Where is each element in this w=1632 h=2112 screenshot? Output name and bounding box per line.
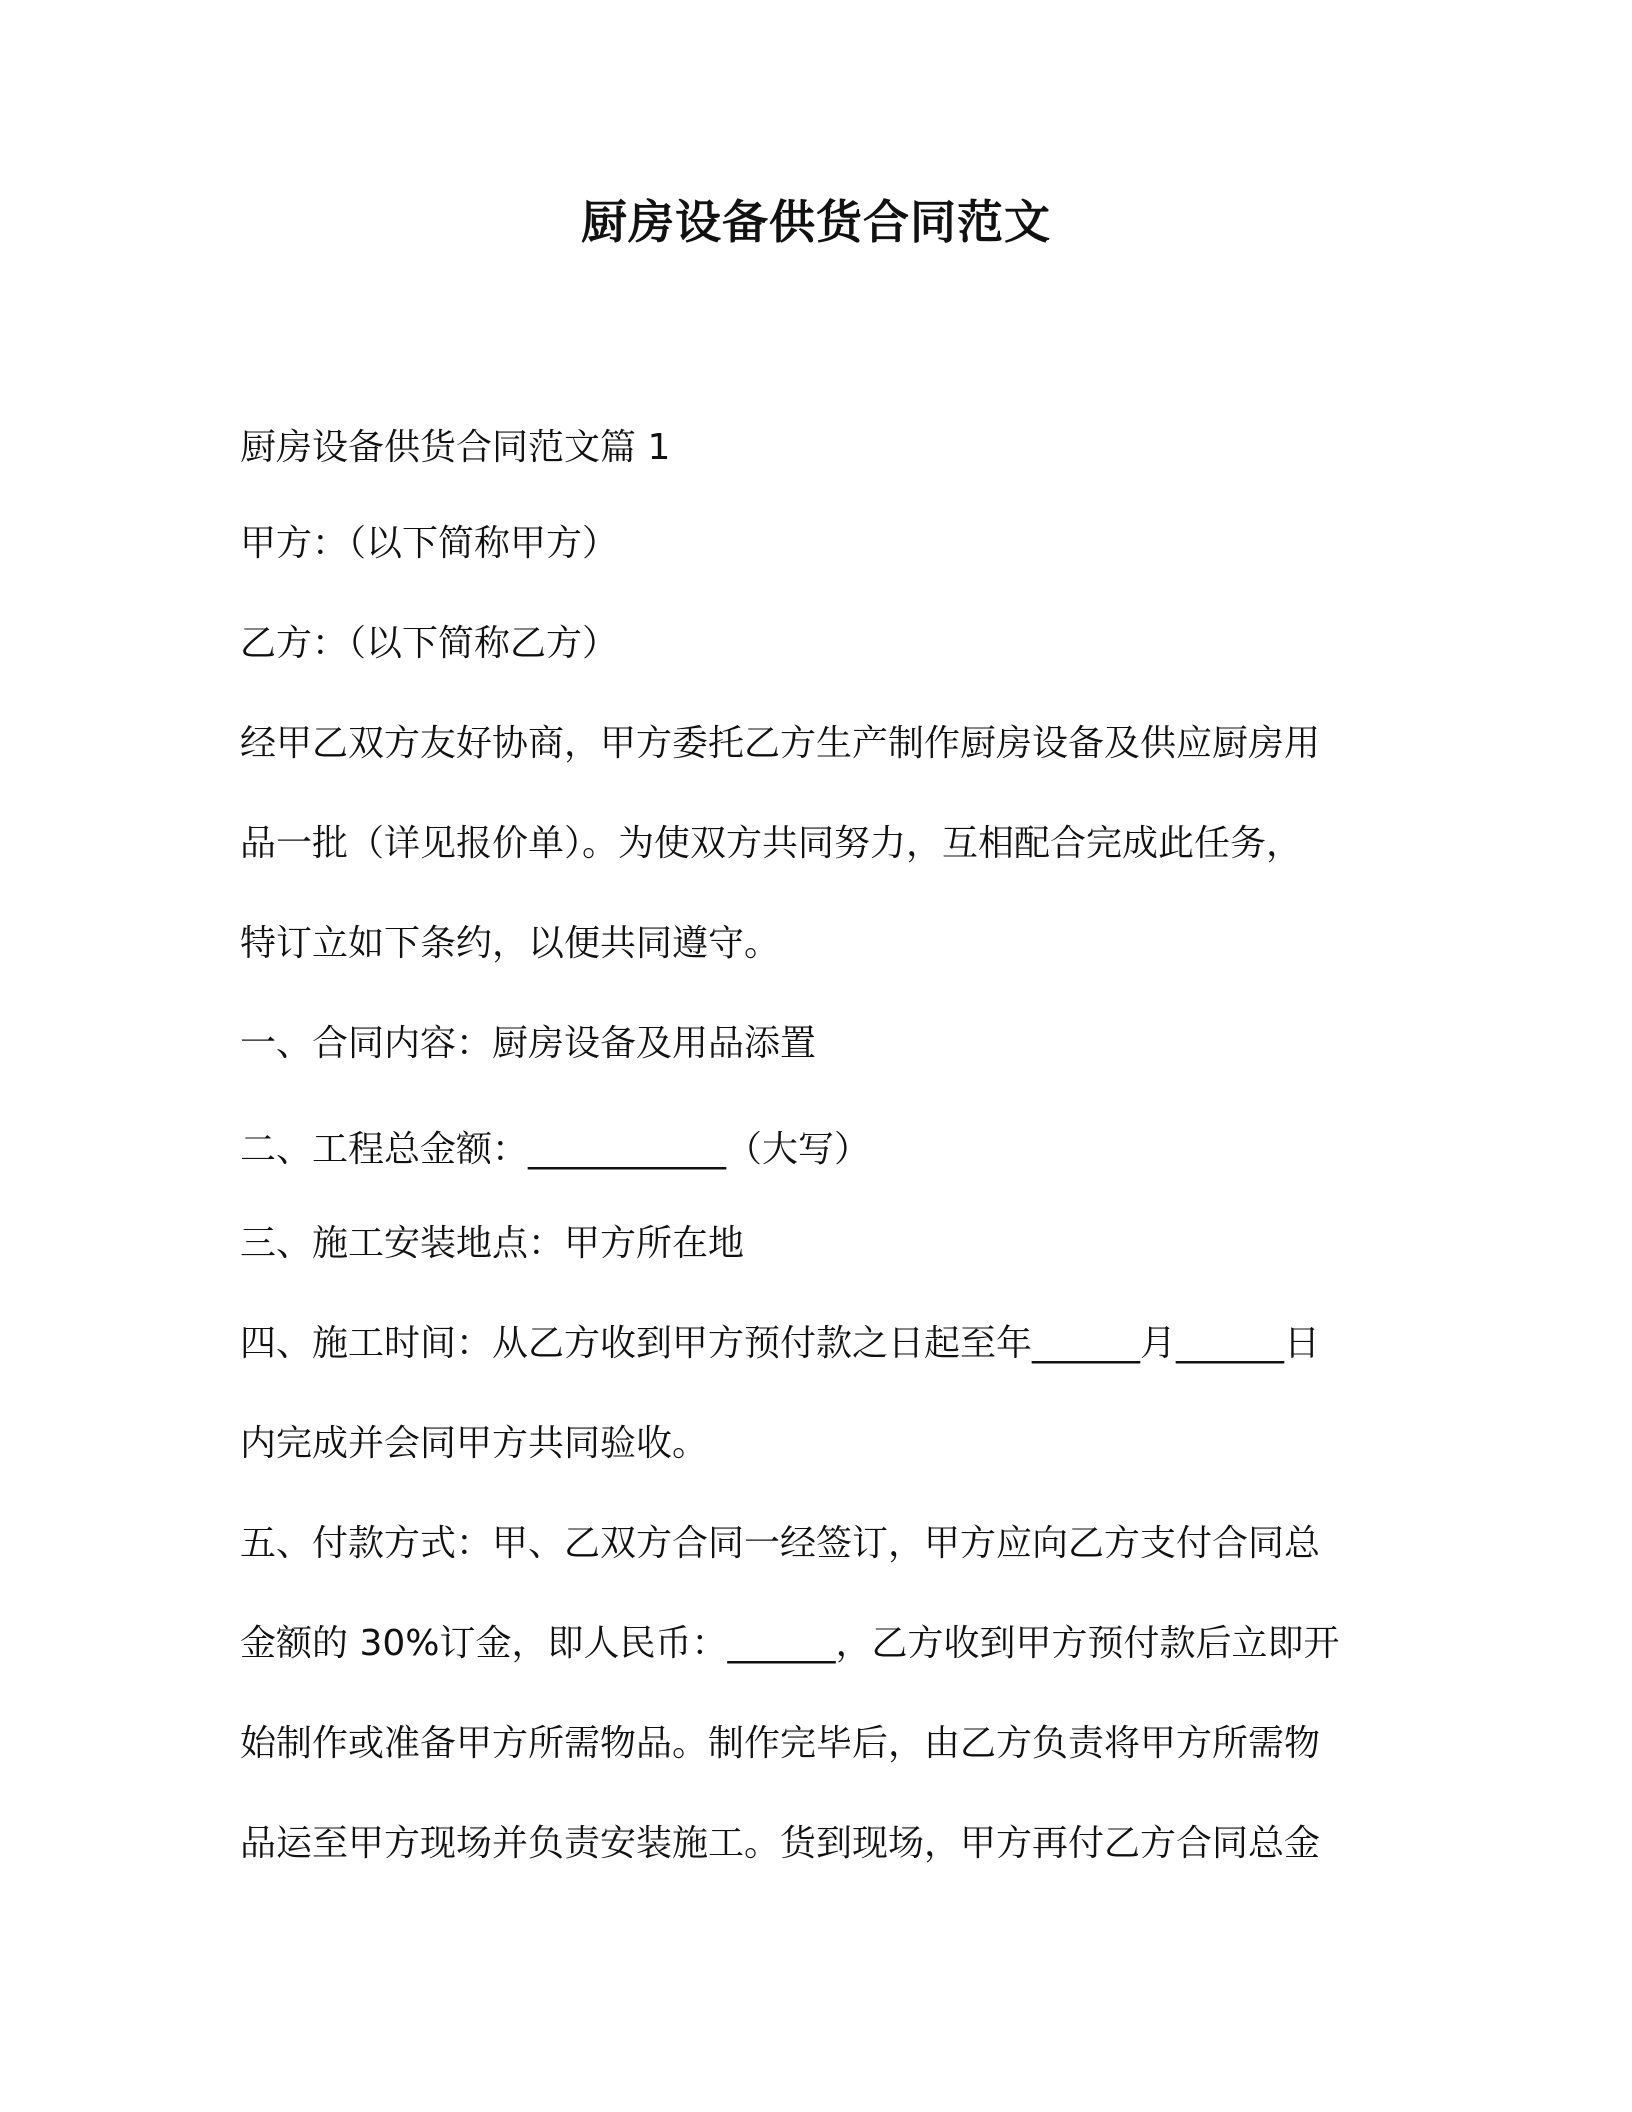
clause-4-line: 四、施工时间：从乙方收到甲方预付款之日起至年______月______日	[240, 1323, 1321, 1364]
party-b-line: 乙方：（以下简称乙方）	[240, 623, 619, 664]
clause-5-continuation: 始制作或准备甲方所需物品。制作完毕后，由乙方负责将甲方所需物	[240, 1723, 1321, 1764]
clause-4-continuation: 内完成并会同甲方共同验收。	[240, 1423, 709, 1464]
paragraph-line: 经甲乙双方友好协商，甲方委托乙方生产制作厨房设备及供应厨房用	[240, 723, 1321, 764]
clause-3-line: 三、施工安装地点：甲方所在地	[240, 1223, 745, 1264]
paragraph-line: 品一批（详见报价单）。为使双方共同努力，互相配合完成此任务，	[240, 823, 1303, 864]
clause-5-continuation: 品运至甲方现场并负责安装施工。货到现场，甲方再付乙方合同总金	[240, 1823, 1321, 1864]
paragraph-line: 特订立如下条约，以便共同遵守。	[240, 923, 781, 964]
clause-5-line: 五、付款方式：甲、乙双方合同一经签订，甲方应向乙方支付合同总	[240, 1523, 1321, 1564]
document-title: 厨房设备供货合同范文	[581, 195, 1051, 249]
clause-1-line: 一、合同内容：厨房设备及用品添置	[240, 1023, 817, 1064]
clause-5-continuation: 金额的 30%订金，即人民币：______，乙方收到甲方预付款后立即开	[240, 1623, 1340, 1664]
party-a-line: 甲方：（以下简称甲方）	[240, 523, 619, 564]
clause-2-line: 二、工程总金额：___________（大写）	[240, 1129, 871, 1170]
section-heading: 厨房设备供货合同范文篇 1	[240, 427, 671, 468]
